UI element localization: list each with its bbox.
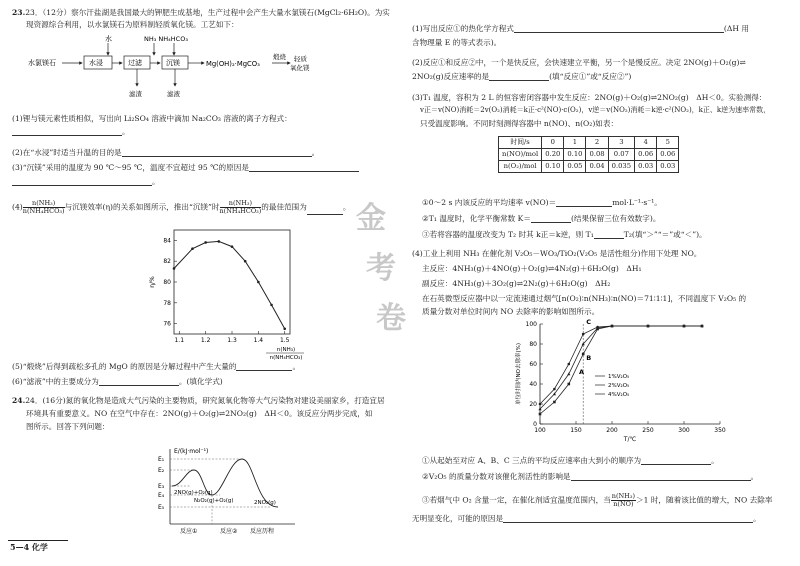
answer-blank[interactable] [122,148,312,157]
level-e4: E₄ [158,492,165,499]
q23-part3: (3)“沉镁”采用的温度为 90 ℃～95 ℃，温度不宜超过 95 ℃的原因是 [12,163,359,172]
data-point [568,363,571,366]
q23-part3-cont: 。 [12,177,160,186]
side-reaction: 副反应：4NH₃(g)＋3O₂(g)⇌2N₂(g)＋6H₂O(g) ΔH₂ [422,279,611,288]
xlabel-reaction2: 反应② [220,528,238,535]
species-product: 2NO₂(g) [254,500,276,506]
y-tick-label: 76 [163,320,171,328]
no-removal-chart [510,316,730,446]
footer-rule [8,540,68,541]
svg-text:氧化镁: 氧化镁 [290,64,310,72]
x-tick-label: 1.5 [279,337,290,344]
efficiency-curve [174,241,285,328]
x-axis-label: T/℃ [623,436,637,443]
table-row: n(O₂)/mol 0.10 0.05 0.04 0.035 0.03 0.03 [499,161,679,173]
page-footer: 5—4 化学 [10,542,48,552]
xlabel-reaction1: 反应① [180,528,198,535]
answer-blank[interactable] [556,198,612,207]
watermark-char: 卷 [376,301,406,336]
answer-blank[interactable] [236,362,292,371]
energy-ylabel: E/(kJ·mol⁻¹) [174,448,209,455]
x-axis-label-numerator: n(NH₃) [276,347,296,353]
q23-header-cont: 现资源综合利用，以水氯镁石为原料制轻质氧化镁。工艺如下： [26,20,239,29]
data-point [257,281,260,284]
data-point [611,325,614,328]
data-point [701,325,704,328]
y-tick-label: 0 [533,421,537,428]
q24-part1-cont: 含物理量 E 的等式表示)。 [412,38,502,47]
q24-header: 24.24．(16分)氮的氧化物是造成大气污染的主要物质，研究氮氧化物等大气污染物对建设美丽家乡，打造宜居 [12,396,385,405]
flow-water: 水 [105,35,112,43]
level-e1: E₁ [158,456,165,463]
answer-blank[interactable] [99,377,179,386]
watermark-char: 考 [366,251,396,286]
q24-part3-cont: 只受温度影响。不同时刻测得容器中 n(NO)、n(O₂)如表： [420,119,619,128]
data-point [173,267,176,270]
q23-part2: (2)在“水浸”时适当升温的目的是 。 [12,148,320,157]
q23-part4: (4) $\frac{\text{n(NH₃)}}{\text{n(NH₄HCO₃)}}$ 与沉镁效率(η)的关系如图所示，推出“沉镁”时 $\frac{\text{n(NH₃)}}{\text{n(NH₄HCO₃)}}$ 的最佳范围为 。 [12,199,351,216]
table-row: n(NO)/mol 0.20 0.10 0.08 0.07 0.06 0.06 [499,149,679,161]
data-point [204,241,207,244]
data-point [191,247,194,250]
data-point [244,260,247,263]
y-tick-label: 60 [529,361,537,368]
x-tick-label: 250 [642,427,654,434]
series-line [540,326,702,414]
flow-waste-residue: 滤渣 [129,90,142,98]
q24-part4-iii-cont: 无明显变化，可能的原因是 。 [412,514,761,523]
q24-part2: (2)反应①和反应②中，一个是快反应，会快速建立平衡，另一个是慢反应。决定 2NO(g)＋O₂(g)⇌ [412,58,746,67]
data-point [568,383,571,386]
q24-part4: (4)工业上利用 NH₃ 在催化剂 V₂O₅－WO₃/TiO₂(V₂O₅ 是活性组分)作用下处理 NO。 [412,249,702,258]
level-e3: E₃ [158,483,165,490]
x-axis-label-denominator: n(NH₄HCO₃) [269,355,303,361]
level-e2: E₂ [158,467,165,474]
flow-final: 轻质 [294,55,307,63]
main-reaction: 主反应：4NH₃(g)＋4NO(g)＋O₂(g)⇌4N₂(g)＋6H₂O(g) ΔH₁ [422,264,642,273]
answer-blank[interactable] [641,456,711,465]
q23-part6: (6)“滤液”中的主要成分为 。(填化学式) [12,377,223,386]
q24-part4-iii: ③若烟气中 O₂ 含量一定，在催化剂适宜温度范围内，当 $\frac{\text{n(NH₃)}}{n(NO)}$ ＞1 时，随着该比值的增大，NO 去除率 [422,492,773,509]
svg-text:水浸: 水浸 [89,59,103,67]
data-point [218,240,221,243]
y-axis-label: η/% [149,276,156,288]
level-e5: E₅ [158,504,165,511]
species-intermediate: N₂O₂(g)+O₂(g) [194,498,234,504]
legend-label: 1%V₂O₅ [608,374,630,380]
ratio-fraction: $\frac{\text{n(NH₃)}}{\text{n(NH₄HCO₃)}}$ [22,199,65,216]
data-point [567,372,570,375]
q24-part4-i: ①从起始至对应 A、B、C 三点的平均反应速率由大到小的顺序为 。 [422,456,719,465]
flow-product: Mg(OH)₂·MgCO₃ [206,60,260,68]
efficiency-chart [149,222,303,361]
answer-blank[interactable] [514,24,724,33]
x-tick-label: 300 [678,427,690,434]
q24-part3-rates: v正＝v(NO)消耗＝2v(O₂)消耗＝k正·c²(NO)·c(O₂)，v逆＝v(NO₂)消耗＝k逆·c²(NO₂)，k正、k逆为速率常数， [420,106,771,114]
data-point [683,325,686,328]
x-tick-label: 1.4 [253,337,264,344]
point-label: A [579,368,585,376]
point-label: C [586,318,591,326]
q24-part4-desc: 在石英微型反应器中以一定流速通过烟气[n(O₂)∶n(NH₃)∶n(NO)＝71∶1∶1]，不同温度下 V₂O₅ 的 [422,294,747,303]
q24-part2-cont: 2NO₂(g)反应速率的是 (填“反应①”或“反应②”) [412,72,632,81]
q24-part4-ii: ②V₂O₅ 的质量分数对该催化剂活性的影响是 。 [422,472,759,481]
q24-part3-i: ①0～2 s 内该反应的平均速率 v(NO)＝ mol·L⁻¹·s⁻¹。 [422,198,662,207]
q24-part1: (1)写出反应①的热化学方程式 (ΔH 用 [412,24,749,33]
q24-part4-desc2: 质量分数对单位时间内 NO 去除率的影响如图所示。 [422,307,600,316]
x-tick-label: 150 [570,427,582,434]
q23-header: 23.23．（12分）察尔汗盐湖是我国最大的钾肥生成基地，生产过程中会产生大量水氯镁石(MgCl₂·6H₂O)。为实 [12,8,390,17]
y-tick-label: 40 [529,381,537,388]
data-point [539,403,542,406]
species-reactants: 2NO(g)+O₂(g) [174,490,213,496]
data-point [539,413,542,416]
x-tick-label: 350 [714,427,726,434]
y-tick-label: 100 [525,321,537,328]
x-tick-label: 1.2 [200,337,211,344]
q24-part3: (3)T₁ 温度，容积为 2 L 的恒容密闭容器中发生反应：2NO(g)＋O₂(g)⇌2NO₂(g) ΔH＜0。实验测得： [412,93,767,102]
q23-part1: (1)锂与镁元素性质相似，写出向 Li₂SO₄ 溶液中滴加 Na₂CO₃ 溶液的离子方程式： [12,114,292,123]
q24-header-cont: 环境具有重要意义。NO 在空气中存在：2NO(g)＋O₂(g)⇌2NO₂(g) ΔH＜0。该反应分两步完成，如 [26,409,373,418]
y-tick-label: 78 [163,299,171,307]
answer-blank[interactable] [531,214,571,223]
answer-blank[interactable] [307,206,343,215]
legend-label: 2%V₂O₅ [608,383,630,389]
flow-reagents: NH₃ NH₄HCO₃ [144,35,188,43]
answer-blank[interactable] [503,514,753,523]
answer-blank[interactable] [12,177,152,186]
svg-text:沉镁: 沉镁 [166,59,180,67]
data-point [582,333,585,336]
data-table [498,136,679,173]
y-tick-label: 82 [163,258,171,266]
table-header-row: 时间/s 0 1 2 3 4 5 [499,137,679,149]
q23-part1-blank: 。 [12,127,130,136]
y-tick-label: 84 [163,237,171,245]
answer-blank[interactable] [594,230,624,239]
y-tick-label: 80 [529,341,537,348]
answer-blank[interactable] [249,163,359,172]
data-point [596,328,599,331]
flow-calcine: 煅烧 [273,53,286,61]
y-axis-label: 单位时间内NO去除率(%) [516,343,522,405]
energy-profile-diagram [150,444,300,536]
data-point [553,388,556,391]
answer-blank[interactable] [571,472,751,481]
q24-header-cont2: 图所示。回答下列问题： [26,422,110,431]
watermark-char: 金 [356,201,386,236]
x-tick-label: 1.3 [227,337,237,344]
data-point [647,325,650,328]
xlabel-path: 反应历程 [250,528,275,535]
svg-text:过滤: 过滤 [128,59,142,67]
q24-part3-ii: ②T₁ 温度时，化学平衡常数 K＝ (结果保留三位有效数字)。 [422,214,661,223]
point-label: B [586,354,592,362]
data-point [270,304,273,307]
x-tick-label: 100 [534,427,546,434]
x-tick-label: 200 [606,427,618,434]
answer-blank[interactable] [489,72,549,81]
answer-blank[interactable] [12,127,122,136]
flow-waste-filtrate: 滤液 [167,90,180,98]
q24-part3-iii: ③若将容器的温度改变为 T₂ 时其 k正＝k逆，则 T₁ T₂(填“＞”“＝”或“＜”)。 [422,230,707,239]
data-point [283,328,286,331]
legend-label: 4%V₂O₅ [608,392,630,398]
x-tick-label: 1.1 [174,337,185,344]
y-tick-label: 80 [163,279,171,286]
q23-part5: (5)“煅烧”后得到疏松多孔的 MgO 的原因是分解过程中产生大量的 。 [12,362,301,371]
y-tick-label: 20 [529,401,537,408]
flow-start: 水氯镁石 [28,59,56,67]
data-point [231,245,234,248]
process-flow-diagram [26,30,326,106]
data-point [582,353,585,356]
data-point [553,401,556,404]
